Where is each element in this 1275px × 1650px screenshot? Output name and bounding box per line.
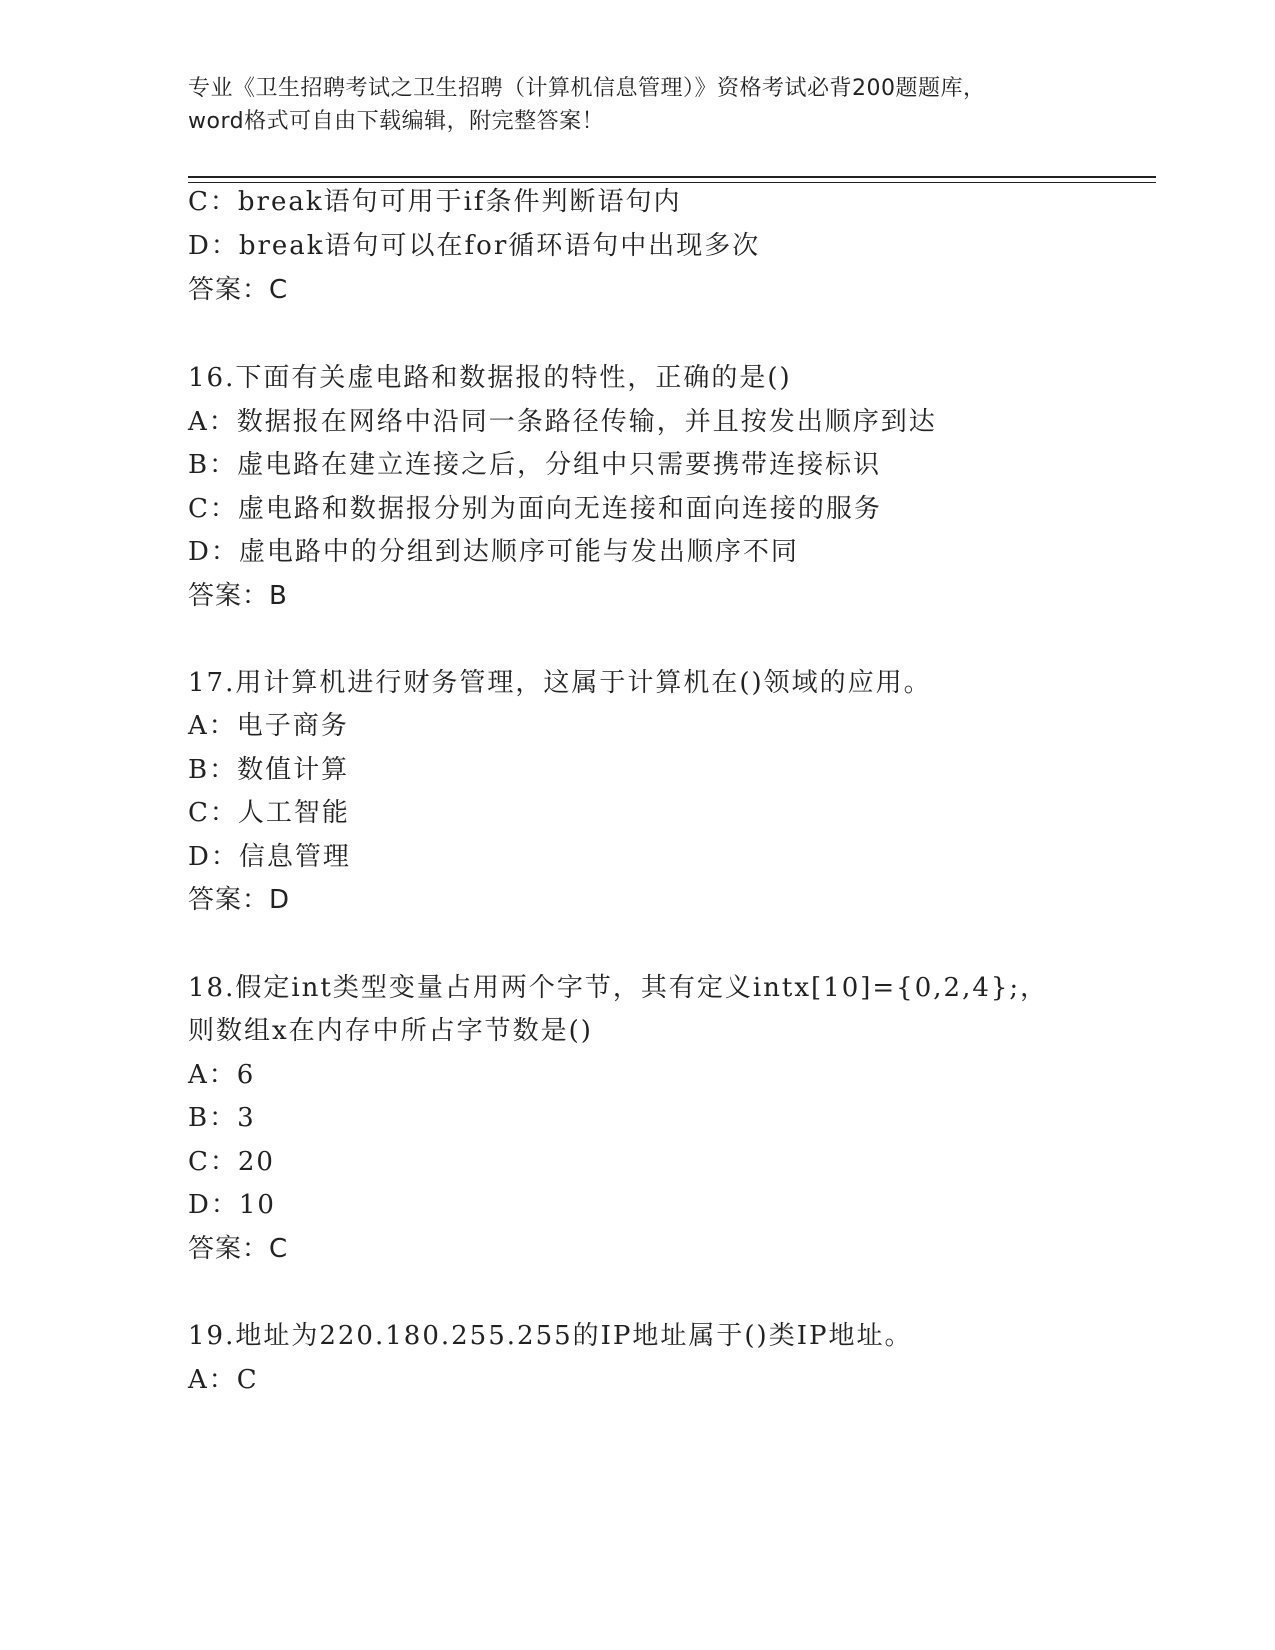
q15-option-c: C：break语句可用于if条件判断语句内 <box>188 187 682 217</box>
q16-option-c: C：虚电路和数据报分别为面向无连接和面向连接的服务 <box>188 494 882 524</box>
q18-answer: 答案：C <box>188 1234 289 1264</box>
q18-option-d: D：10 <box>188 1190 276 1220</box>
q17-option-c: C：人工智能 <box>188 798 350 828</box>
q15-option-d: D：break语句可以在for循环语句中出现多次 <box>188 231 761 261</box>
q16-stem: 16.下面有关虚电路和数据报的特性，正确的是() <box>188 363 792 393</box>
document-header <box>188 72 1088 138</box>
q18-stem-line-2: 则数组x在内存中所占字节数是() <box>188 1016 593 1046</box>
q16-answer: 答案：B <box>188 581 288 611</box>
q17-option-d: D：信息管理 <box>188 842 351 872</box>
q17-answer: 答案：D <box>188 885 291 915</box>
q18-option-c: C：20 <box>188 1147 275 1177</box>
header-line-2: word格式可自由下载编辑，附完整答案！ <box>188 109 605 134</box>
q17-option-a: A：电子商务 <box>188 711 349 741</box>
header-divider-thin <box>188 182 1156 183</box>
q19-stem: 19.地址为220.180.255.255的IP地址属于()类IP地址。 <box>188 1321 913 1351</box>
header-divider-thick <box>188 176 1156 178</box>
q16-option-d: D：虚电路中的分组到达顺序可能与发出顺序不同 <box>188 537 799 567</box>
q15-answer: 答案：C <box>188 275 289 305</box>
q17-stem: 17.用计算机进行财务管理，这属于计算机在()领域的应用。 <box>188 668 932 698</box>
q19-option-a: A：C <box>188 1365 259 1395</box>
q16-option-b: B：虚电路在建立连接之后，分组中只需要携带连接标识 <box>188 450 882 480</box>
q18-option-a: A：6 <box>188 1060 256 1090</box>
q18-stem-line-1: 18.假定int类型变量占用两个字节，其有定义intx[10]={0,2,4};， <box>188 973 1049 1003</box>
q18-option-b: B：3 <box>188 1103 256 1133</box>
header-line-1: 专业《卫生招聘考试之卫生招聘（计算机信息管理）》资格考试必背200题题库， <box>188 76 986 101</box>
q17-option-b: B：数值计算 <box>188 755 350 785</box>
q16-option-a: A：数据报在网络中沿同一条路径传输，并且按发出顺序到达 <box>188 407 937 437</box>
